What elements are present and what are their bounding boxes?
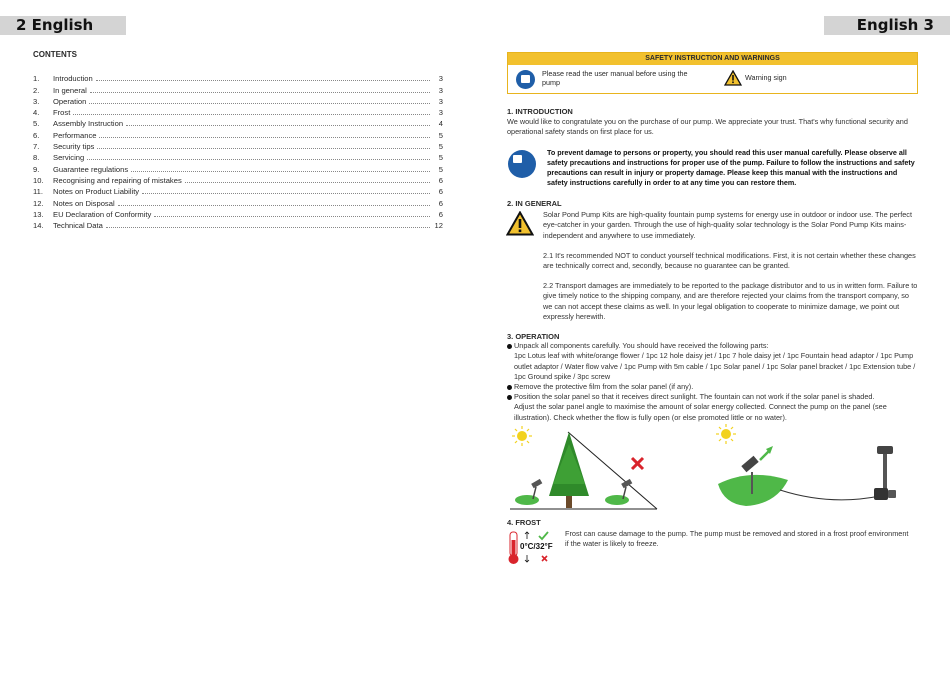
green-arrow-icon xyxy=(760,446,773,460)
intro-text: We would like to congratulate you on the purchase of our pump. We appreciate your trust. That's why functional security and operational safety stands on first place for us. xyxy=(507,117,908,137)
toc-title: Assembly Instruction xyxy=(53,119,124,129)
frost-text: Frost can cause damage to the pump. The pump must be removed and stored in a frost proof environment if the water is likely to freeze. xyxy=(565,529,909,549)
shade-illustration xyxy=(505,424,665,514)
sunlight-illustration xyxy=(710,424,920,514)
general-paragraph-1: Solar Pond Pump Kits are high-quality fountain pump systems for energy use in outdoor or indoor use. The perfect eye-catcher in your garden. Through the use of high-quality solar technology is the Solar Pond Pump Kits mains-independent and anywhere to use immediately. xyxy=(543,210,912,240)
toc-title: EU Declaration of Conformity xyxy=(53,209,152,219)
toc-number: 5. xyxy=(33,119,40,129)
toc-row xyxy=(33,162,443,173)
toc-number: 7. xyxy=(33,142,40,152)
read-manual-icon-large xyxy=(508,150,536,178)
toc-leader-dots xyxy=(96,80,430,81)
warning-icon-large xyxy=(506,211,534,236)
toc-row xyxy=(33,185,443,196)
toc-row xyxy=(33,174,443,185)
toc-number: 12. xyxy=(33,198,44,208)
toc-title: Guarantee regulations xyxy=(53,164,129,174)
operation-bullet-3-text: Position the solar panel so that it receives direct sunlight. The fountain can not work if the solar panel is shaded. xyxy=(514,392,875,401)
toc-page: 3 xyxy=(438,96,443,106)
tree-icon xyxy=(549,432,589,508)
toc-page: 5 xyxy=(438,142,443,152)
toc-leader-dots xyxy=(99,137,430,138)
general-paragraph-3: 2.2 Transport damages are immediately to be reported to the package distributor and to us in written form. Failure to give timely notice to the shipping company, and are therefore rejected your claims from the transport company, so we can not accept these claims as well. In your legal obligation to cooperate to minimize damage, we point out expressly herewith. xyxy=(543,281,918,321)
operation-bullet-1-text: Unpack all components carefully. You should have received the following parts: xyxy=(514,341,769,350)
warning-icon xyxy=(724,70,742,86)
toc-title: Operation xyxy=(53,96,87,106)
toc-title: Notes on Disposal xyxy=(53,198,115,208)
cable xyxy=(780,490,880,500)
frost-temperature: 0°C/32°F xyxy=(520,542,553,551)
toc-page: 12 xyxy=(434,221,443,231)
solar-leaf-right xyxy=(605,479,632,505)
operation-title: 3. OPERATION xyxy=(507,332,560,341)
toc-page: 6 xyxy=(438,187,443,197)
toc-title: Recognising and repairing of mistakes xyxy=(53,175,182,185)
general-title: 2. IN GENERAL xyxy=(507,199,562,208)
safety-title: SAFETY INSTRUCTION AND WARNINGS xyxy=(508,53,917,65)
toc-number: 6. xyxy=(33,130,40,140)
safety-box xyxy=(507,52,918,94)
toc-page: 5 xyxy=(438,130,443,140)
toc-number: 1. xyxy=(33,74,40,84)
intro-warning-text: To prevent damage to persons or property, you should read this user manual carefully. Please observe all safety precautions and instructions for proper use of the pump. Failure to follow the instructions and safety precautions can result in injury or property damage. Please keep this manual with the instructions and safety instructions carefully in order to at any time you can restore them. xyxy=(547,148,915,187)
operation-bullet-3 xyxy=(507,392,917,423)
toc-number: 11. xyxy=(33,187,43,197)
toc-page: 3 xyxy=(438,74,443,84)
toc-title: In general xyxy=(53,85,87,95)
solar-leaf-left xyxy=(515,479,542,505)
read-manual-icon xyxy=(516,70,535,89)
toc-page: 6 xyxy=(438,175,443,185)
toc-row xyxy=(33,128,443,139)
toc-title: Notes on Product Liability xyxy=(53,187,140,197)
sun-icon xyxy=(716,424,736,444)
toc-number: 2. xyxy=(33,85,40,95)
toc-leader-dots xyxy=(154,216,430,217)
toc-title: Technical Data xyxy=(53,221,103,231)
toc-row xyxy=(33,106,443,117)
toc-row xyxy=(33,83,443,94)
operation-bullet-2-text: Remove the protective film from the solar panel (if any). xyxy=(514,382,694,391)
warning-sign-text: Warning sign xyxy=(745,73,787,82)
toc-leader-dots xyxy=(126,125,430,126)
red-x-icon xyxy=(632,458,643,469)
operation-bullet-1 xyxy=(507,341,917,382)
toc-leader-dots xyxy=(87,159,430,160)
toc-leader-dots xyxy=(185,182,430,183)
page-header-right: English 3 xyxy=(824,16,950,35)
toc-number: 3. xyxy=(33,96,40,106)
pump-fountain xyxy=(874,446,896,500)
bullet-dot xyxy=(507,395,512,400)
bullet-dot xyxy=(507,385,512,390)
intro-title: 1. INTRODUCTION xyxy=(507,107,573,116)
toc-leader-dots xyxy=(90,92,430,93)
toc-number: 8. xyxy=(33,153,40,163)
toc-page: 6 xyxy=(438,209,443,219)
contents-title: CONTENTS xyxy=(33,50,77,59)
operation-parts-list: 1pc Lotus leaf with white/orange flower / 1pc 12 hole daisy jet / 1pc 7 hole daisy jet / 1pc Fountain head adaptor / 1pc Pump outlet adaptor / Water flow valve / 1pc Pump with 5m cable / 1pc Solar panel / 1pc Solar panel bracket / 1pc Extension tube / 1pc Ground spike / 3pc screw xyxy=(514,351,916,381)
operation-bullet-2 xyxy=(507,382,917,392)
frost-title: 4. FROST xyxy=(507,518,541,527)
toc-title: Security tips xyxy=(53,142,95,152)
toc-row xyxy=(33,140,443,151)
toc-number: 14. xyxy=(33,221,44,231)
toc-title: Introduction xyxy=(53,74,93,84)
toc-page: 4 xyxy=(438,119,443,129)
toc-page: 5 xyxy=(438,153,443,163)
toc-row xyxy=(33,151,443,162)
toc-leader-dots xyxy=(89,103,430,104)
toc-row xyxy=(33,219,443,230)
toc-row xyxy=(33,117,443,128)
toc-title: Frost xyxy=(53,108,71,118)
operation-bullet-3-more: Adjust the solar panel angle to maximise the amount of solar energy collected. Connect the pump on the panel (see illustration). Check whether the flow is fully open (or else promoted little or no water). xyxy=(514,402,887,422)
toc-number: 9. xyxy=(33,164,40,174)
toc-row xyxy=(33,196,443,207)
check-icon xyxy=(539,532,548,539)
toc-page: 3 xyxy=(438,108,443,118)
toc-leader-dots xyxy=(97,148,430,149)
toc-page: 6 xyxy=(438,198,443,208)
toc-row xyxy=(33,72,443,83)
toc-leader-dots xyxy=(118,205,430,206)
toc-title: Performance xyxy=(53,130,97,140)
toc-number: 13. xyxy=(33,209,44,219)
sun-icon xyxy=(512,426,532,446)
toc-number: 4. xyxy=(33,108,40,118)
toc-title: Servicing xyxy=(53,153,85,163)
toc-number: 10. xyxy=(33,175,44,185)
toc-leader-dots xyxy=(142,193,430,194)
toc-row xyxy=(33,208,443,219)
toc-page: 5 xyxy=(438,164,443,174)
general-paragraph-2: 2.1 It's recommended NOT to conduct yourself technical modifications. First, it is not certain whether these changes are technically correct and, secondly, because no guarantee can be granted. xyxy=(543,251,916,271)
toc-leader-dots xyxy=(131,171,430,172)
toc-page: 3 xyxy=(438,85,443,95)
toc-leader-dots xyxy=(106,227,430,228)
toc-leader-dots xyxy=(73,114,430,115)
table-of-contents xyxy=(33,72,443,230)
toc-row xyxy=(33,95,443,106)
page-header-left: 2 English xyxy=(0,16,126,35)
bullet-dot xyxy=(507,344,512,349)
solar-leaf xyxy=(718,456,788,506)
red-x-small-icon xyxy=(542,556,547,561)
read-manual-text: Please read the user manual before using the pump xyxy=(542,69,688,87)
thermometer-icon xyxy=(509,532,519,564)
